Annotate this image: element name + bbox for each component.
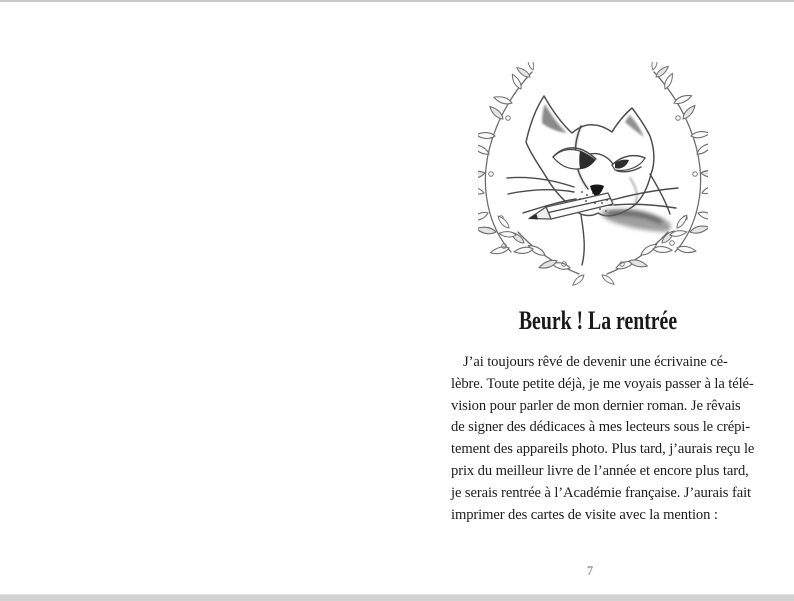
paragraph-line: de signer des dédicaces à mes lecteurs sous le crépi- (451, 419, 751, 436)
paragraph-line: je serais rentrée à l’Académie française. J’aurais fait (451, 484, 751, 501)
paragraph-line: tement des appareils photo. Plus tard, j’aurais reçu le (451, 441, 755, 458)
cat-sketch (507, 96, 678, 265)
paragraph-line: vision pour parler de mon dernier roman. Je rêvais (451, 397, 741, 414)
cat-with-pencil-laurel-wreath-illustration (478, 62, 708, 292)
chapter-title: Beurk ! La rentrée (518, 306, 678, 335)
cat-shoulder-line (650, 174, 670, 214)
paragraph-line: lèbre. Toute petite déjà, je me voyais passer à la télé- (451, 375, 754, 392)
page-number: 7 (586, 564, 594, 578)
chapter-paragraph (451, 352, 754, 526)
cat-neck-line (581, 215, 584, 265)
paragraph-line: imprimer des cartes de visite avec la mention : (451, 506, 718, 523)
page-left-blank (0, 2, 397, 594)
window-bottom-bar (0, 594, 794, 601)
paragraph-line: prix du meilleur livre de l’année et encore plus tard, (451, 462, 749, 479)
paragraph-line: J’ai toujours rêvé de devenir une écrivaine cé- (463, 354, 728, 370)
page-right (442, 2, 754, 594)
